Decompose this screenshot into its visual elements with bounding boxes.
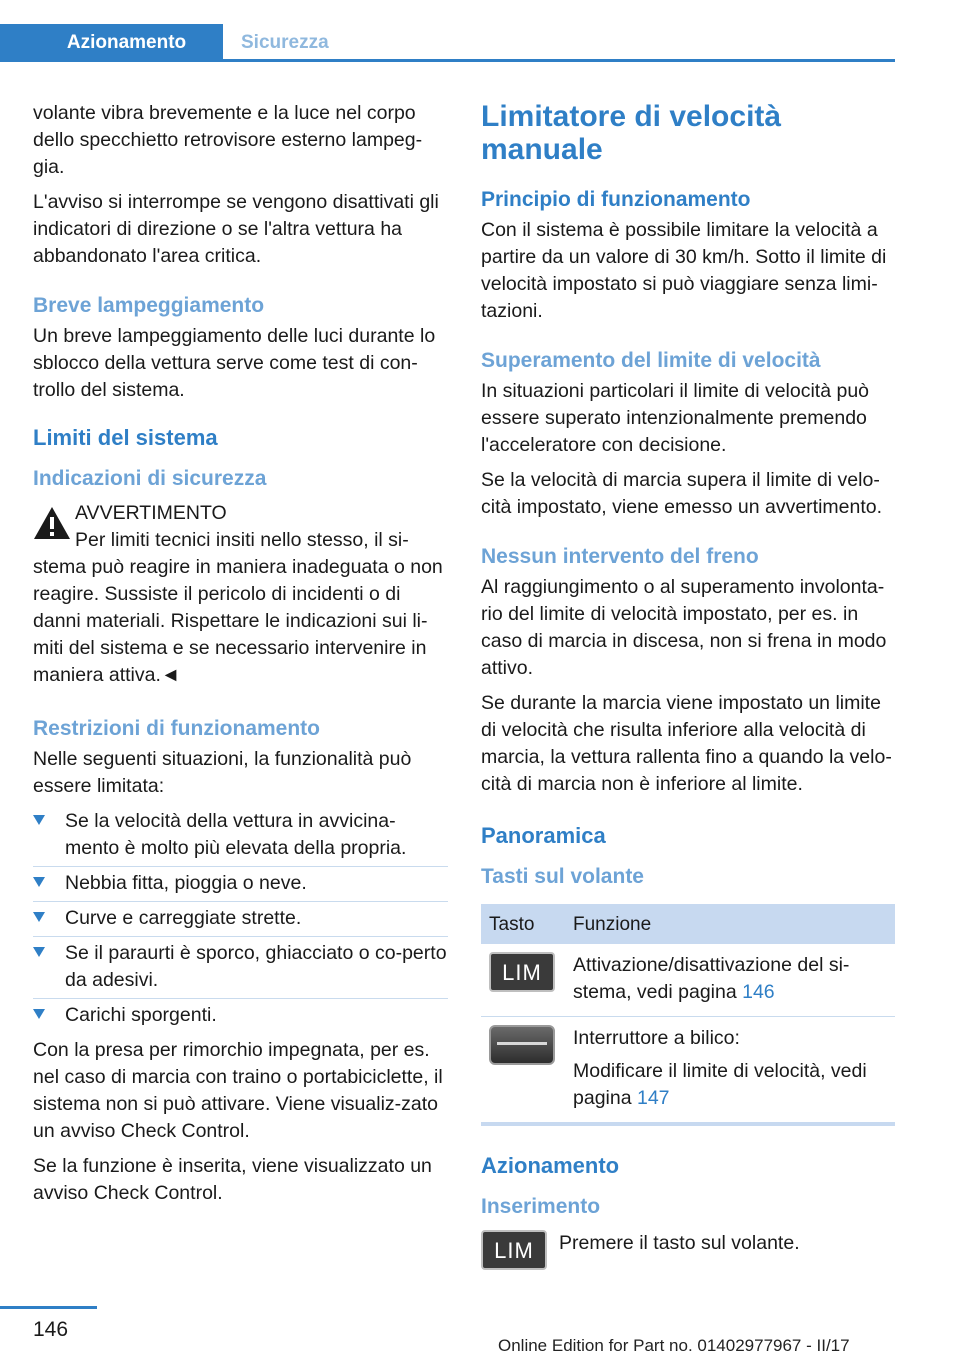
table-header-tasto: Tasto [481,904,565,944]
steering-keys-table [481,904,895,1126]
heading-inserimento: Inserimento [481,1195,601,1218]
bullet-triangle-icon [33,1009,45,1019]
paragraph: Al raggiungimento o al superamento involonta-rio del limite di velocità impostato, per es. in caso di marcia in discesa, non si frena in modo attivo. [481,576,887,679]
left-column [33,100,448,1215]
paragraph: Se la velocità di marcia supera il limite di velo-cità impostato, viene emesso un avvertimento. [481,469,883,518]
list-item-text: Se il paraurti è sporco, ghiacciato o co-perto da adesivi. [65,942,447,991]
list-item [33,808,448,862]
lim-button-icon: LIM [489,952,555,992]
bullet-triangle-icon [33,912,45,922]
page-number: 146 [33,1318,69,1341]
table-cell-text: Modificare il limite di velocità, vedi pagina [573,1060,867,1109]
heading-panoramica: Panoramica [481,823,606,848]
heading-restrizioni: Restrizioni di funzionamento [33,717,320,740]
list-item [33,870,448,897]
bullet-triangle-icon [33,815,45,825]
paragraph: Con la presa per rimorchio impegnata, per es. nel caso di marcia con traino o portabiciclette, il sistema non si può attivare. Viene visualiz-zato un avviso Check Control. [33,1039,443,1142]
table-cell-title: Interruttore a bilico: [573,1027,740,1049]
paragraph: Se durante la marcia viene impostato un limite di velocità che risulta inferiore alla velocità di marcia, la vettura rallenta fino a quando la velo-cità di marcia non è inferiore al limite. [481,692,892,795]
warning-title: AVVERTIMENTO [75,502,227,524]
heading-limiti-del-sistema: Limiti del sistema [33,425,218,450]
list-item [33,1002,448,1029]
list-item-text: Curve e carreggiate strette. [65,907,302,929]
paragraph: Con il sistema è possibile limitare la velocità a partire da un valore di 30 km/h. Sotto il limite di velocità impostato si può viaggiare senza limi-tazioni. [481,219,887,322]
list-item [33,940,448,994]
paragraph: L'avviso si interrompe se vengono disattivati gli indicatori di direzione o se l'altra vettura ha abbandonato l'area critica. [33,191,439,267]
chapter-tabs [0,0,895,62]
heading-indicazioni-di-sicurezza: Indicazioni di sicurezza [33,467,267,490]
table-row [481,1017,895,1125]
heading-superamento: Superamento del limite di velocità [481,349,821,372]
insert-instruction [481,1230,895,1270]
page-link-146[interactable]: 146 [742,981,775,1003]
rocker-switch-icon [489,1025,555,1065]
warning-box [33,500,448,689]
table-row [481,944,895,1017]
table-header-funzione: Funzione [565,904,895,944]
lim-button-icon: LIM [481,1230,547,1270]
tab-azionamento[interactable]: Azionamento [0,24,223,62]
list-item-text: Carichi sporgenti. [65,1004,217,1026]
list-item [33,905,448,932]
tab-sicurezza[interactable]: Sicurezza [241,32,329,53]
warning-text: stema può reagire in maniera inadeguata o non reagire. Sussiste il pericolo di incidenti o di danni materiali. Rispettare le indicazioni sui li-miti del sistema e se necessario intervenire in maniera attiva.◄ [33,556,443,686]
heading-tasti-sul-volante: Tasti sul volante [481,865,644,888]
page-number-rule [0,1306,97,1309]
bullet-triangle-icon [33,947,45,957]
heading-azionamento: Azionamento [481,1153,620,1178]
edition-footer: Online Edition for Part no. 01402977967 - II/17 [498,1336,850,1355]
restrictions-list [33,808,448,1029]
right-column [481,100,895,1270]
paragraph: Se la funzione è inserita, viene visualizzato un avviso Check Control. [33,1155,432,1204]
paragraph: Nelle seguenti situazioni, la funzionalità può essere limitata: [33,748,412,797]
paragraph: In situazioni particolari il limite di velocità può essere superato intenzionalmente premendo l'acceleratore con decisione. [481,380,870,456]
warning-text-first: Per limiti tecnici insiti nello stesso, il si- [75,529,409,551]
section-title: Limitatore di velocità manuale [481,100,782,166]
table-cell-text: Attivazione/disattivazione del si-stema, vedi pagina [573,954,850,1003]
list-item-text: Nebbia fitta, pioggia o neve. [65,872,307,894]
warning-triangle-icon [33,506,71,540]
heading-nessun-intervento: Nessun intervento del freno [481,545,759,568]
instruction-text: Premere il tasto sul volante. [559,1232,800,1254]
tab-divider [223,59,895,62]
page-link-147[interactable]: 147 [636,1087,670,1109]
paragraph: Un breve lampeggiamento delle luci durante lo sblocco della vettura serve come test di con-trollo del sistema. [33,325,436,401]
bullet-triangle-icon [33,877,45,887]
heading-breve-lampeggiamento: Breve lampeggiamento [33,294,265,317]
list-item-text: Se la velocità della vettura in avvicina-mento è molto più elevata della propria. [65,810,407,859]
heading-principio: Principio di funzionamento [481,188,751,211]
paragraph: volante vibra brevemente e la luce nel corpo dello specchietto retrovisore esterno lampeg-gia. [33,102,423,178]
